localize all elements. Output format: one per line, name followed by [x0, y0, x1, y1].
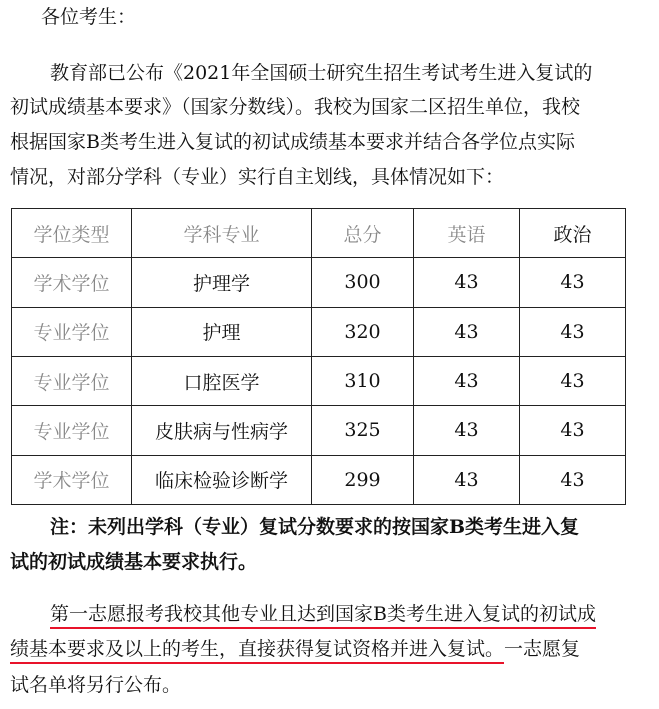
cell-politics: 43 — [520, 356, 626, 405]
header-politics: 政治 — [520, 209, 626, 258]
final-line-underlined: 绩基本要求及以上的考生，直接获得复试资格并进入复试。 — [10, 638, 504, 664]
cell-total-score: 299 — [312, 455, 414, 504]
cell-total-score: 320 — [312, 307, 414, 356]
cell-total-score: 300 — [312, 258, 414, 307]
cell-english: 43 — [414, 356, 520, 405]
cell-english: 43 — [414, 455, 520, 504]
header-degree-type: 学位类型 — [12, 209, 132, 258]
cell-english: 43 — [414, 307, 520, 356]
table-header-row — [12, 209, 626, 258]
table-row — [12, 406, 626, 455]
final-line-text: 试名单将另行公布。 — [10, 674, 182, 696]
cell-degree-type: 专业学位 — [12, 307, 132, 356]
intro-line: 初试成绩基本要求》（国家分数线）。我校为国家二区招生单位，我校 — [10, 96, 581, 118]
table-row — [12, 258, 626, 307]
final-line-text: 一志愿复 — [504, 638, 581, 660]
header-english: 英语 — [414, 209, 520, 258]
cell-politics: 43 — [520, 406, 626, 455]
cell-discipline: 护理 — [132, 307, 312, 356]
cell-discipline: 皮肤病与性病学 — [132, 406, 312, 455]
cell-discipline: 临床检验诊断学 — [132, 455, 312, 504]
greeting: 各位考生： — [41, 6, 137, 28]
cell-politics: 43 — [520, 455, 626, 504]
cell-degree-type: 学术学位 — [12, 455, 132, 504]
cell-total-score: 325 — [312, 406, 414, 455]
intro-line: 情况，对部分学科（专业）实行自主划线，具体情况如下： — [10, 166, 505, 188]
table-row — [12, 455, 626, 504]
cell-english: 43 — [414, 258, 520, 307]
cell-politics: 43 — [520, 307, 626, 356]
table-row — [12, 356, 626, 405]
note-line: 试的初试成绩基本要求执行。 — [10, 551, 258, 573]
cell-politics: 43 — [520, 258, 626, 307]
header-total-score: 总分 — [312, 209, 414, 258]
cell-english: 43 — [414, 406, 520, 455]
intro-line: 教育部已公布《2021年全国硕士研究生招生考试考生进入复试的 — [50, 62, 593, 84]
score-table — [11, 208, 626, 505]
header-discipline: 学科专业 — [132, 209, 312, 258]
table-row — [12, 307, 626, 356]
cell-degree-type: 专业学位 — [12, 356, 132, 405]
cell-total-score: 310 — [312, 356, 414, 405]
cell-degree-type: 学术学位 — [12, 258, 132, 307]
final-line-underlined: 第一志愿报考我校其他专业且达到国家B类考生进入复试的初试成 — [50, 603, 596, 629]
cell-discipline: 护理学 — [132, 258, 312, 307]
note-line: 注：未列出学科（专业）复试分数要求的按国家B类考生进入复 — [50, 516, 580, 538]
intro-line: 根据国家B类考生进入复试的初试成绩基本要求并结合各学位点实际 — [10, 131, 575, 153]
cell-discipline: 口腔医学 — [132, 356, 312, 405]
cell-degree-type: 专业学位 — [12, 406, 132, 455]
